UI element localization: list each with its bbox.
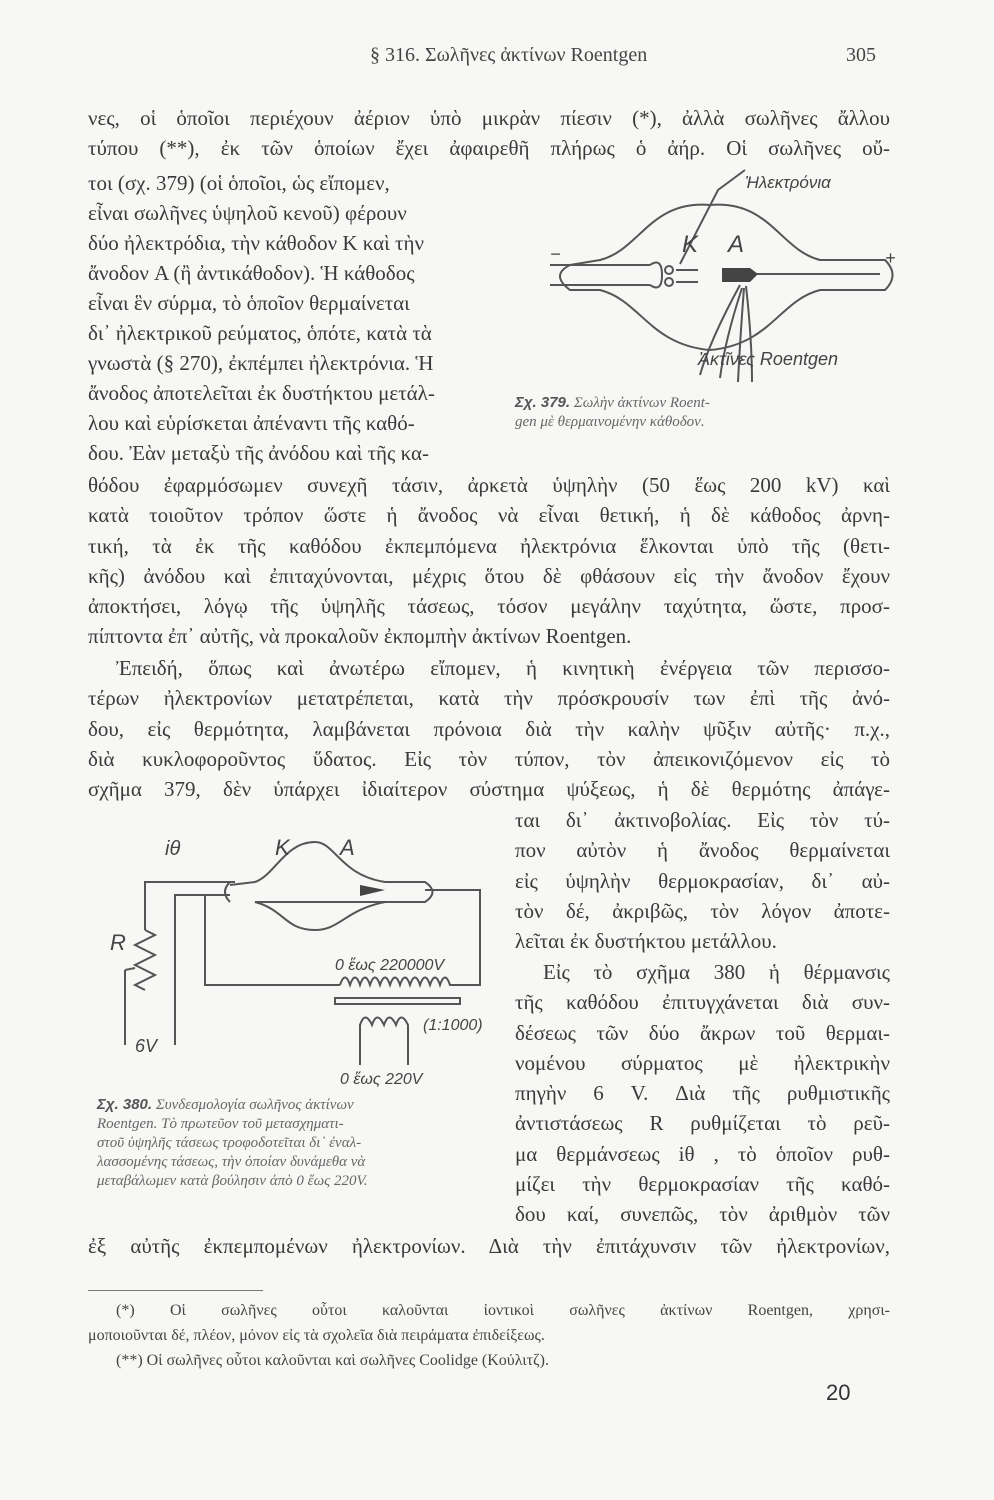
footnote-rule <box>88 1290 263 1291</box>
text-line: τὸν δέ, ἀκριβῶς, τὸν λόγον ἀποτε- <box>515 898 890 923</box>
text-line: νες, οἱ ὁποῖοι περιέχουν ἀέριον ὑπὸ μικρὰν πίεσιν (*), ἀλλὰ σωλῆνες ἄλλου <box>88 106 890 130</box>
text-line: δι᾽ ἠλεκτρικοῦ ρεύματος, ὁπότε, κατὰ τὰ <box>88 321 432 345</box>
text-line: κατὰ τοιοῦτον τρόπον ὥστε ἡ ἄνοδος νὰ εἶναι θετική, ἡ δὲ κάθοδος ἀρνη- <box>88 503 890 528</box>
caption-number: Σχ. 379. <box>515 394 571 411</box>
text-line: ἄνοδον A (ἢ ἀντικάθοδον). Ἡ κάθοδος <box>88 261 415 285</box>
body-text-left-column <box>88 168 435 468</box>
text-line: τοι (σχ. 379) (οἱ ὁποῖοι, ὡς εἴπομεν, <box>88 171 390 195</box>
text-line: δου. Ἐὰν μεταξὺ τῆς ἀνόδου καὶ τῆς κα- <box>88 441 429 465</box>
label-cathode: K <box>275 835 290 860</box>
text-line: σχῆμα 379, δὲν ὑπάρχει ἰδιαίτερον σύστημα ψύξεως, ἡ δὲ θερμότης ἀπάγε- <box>88 777 890 802</box>
text-line: δύο ἠλεκτρόδια, τὴν κάθοδον K καὶ τὴν <box>88 231 424 255</box>
label-primary-voltage: 0 ἕως 220V <box>340 1071 423 1088</box>
text-line: κῆς) ἀνόδου καὶ ἐπιταχύνονται, μέχρις ὅτου δὲ φθάσουν εἰς τὴν ἄνοδον ἔχουν <box>88 563 890 588</box>
label-anode: A <box>728 231 745 258</box>
footnote-line: μοποιοῦνται δέ, πλέον, μόνον εἰς τὰ σχολεῖα διὰ πειράματα ἐπιδείξεως. <box>88 1327 545 1344</box>
text-line: λου καὶ εὑρίσκεται ἀπέναντι τῆς καθό- <box>88 411 415 435</box>
text-line: ἀποκτήσει, λόγῳ τῆς ὑψηλῆς τάσεως, τόσον μεγάλην ταχύτητα, ὥστε, προσ- <box>88 594 890 619</box>
label-anode: A <box>340 835 355 860</box>
text-line: πίπτοντα ἐπ᾽ αὐτῆς, νὰ προκαλοῦν ἐκπομπὴν ἀκτίνων Roentgen. <box>88 624 632 649</box>
caption-line: στοῦ ὑψηλῆς τάσεως τροφοδοτεῖται δι᾽ ἐναλ- <box>97 1135 362 1151</box>
text-line: ται δι᾽ ἀκτινοβολίας. Εἰς τὸν τύ- <box>515 808 890 832</box>
text-line: Ἐπειδή, ὅπως καὶ ἀνωτέρω εἴπομεν, ἡ κινητικὴ ἐνέργεια τῶν περισσο- <box>116 656 890 680</box>
label-resistor: R <box>110 930 126 955</box>
anode-target <box>722 268 758 282</box>
caption-line: μεταβάλωμεν κατὰ βούλησιν ἀπὸ 0 ἕως 220V. <box>97 1173 368 1189</box>
text-line: εἶναι ἓν σύρμα, τὸ ὁποῖον θερμαίνεται <box>88 291 410 315</box>
label-plus: + <box>885 248 896 268</box>
label-electrons: Ἠλεκτρόνια <box>745 173 831 192</box>
label-roentgen-rays: Ἀκτῖνες Roentgen <box>698 349 838 369</box>
figure-379-caption <box>515 393 895 432</box>
body-text-top <box>88 103 890 164</box>
text-line: πον αὐτὸν ἡ ἄνοδος θερμαίνεται <box>515 838 890 863</box>
text-line: ἄνοδος ἀποτελεῖται ἐκ δυστήκτου μετάλ- <box>88 381 435 405</box>
caption-number: Σχ. 380. <box>97 1096 153 1113</box>
text-line: εἰς ὑψηλὴν θερμοκρασίαν, δι᾽ αὐ- <box>515 868 890 893</box>
caption-line: Συνδεσμολογία σωλῆνος ἀκτίνων <box>155 1097 354 1113</box>
text-line: ἐξ αὐτῆς ἐκπεμπομένων ἠλεκτρονίων. Διὰ τὴν ἐπιτάχυνσιν τῶν ἠλεκτρονίων, <box>88 1234 890 1258</box>
label-ratio: (1:1000) <box>423 1017 483 1034</box>
text-line: τική, τὰ ἐκ τῆς καθόδου ἐκπεμπόμενα ἠλεκτρόνια ἕλκονται ὑπὸ τῆς (θετι- <box>88 533 890 558</box>
caption-line: Σωλὴν ἀκτίνων Roent- <box>573 395 710 411</box>
body-text-paragraph-1 <box>88 470 890 652</box>
figure-379-xray-tube <box>380 160 900 390</box>
text-line: μίζει τὴν θερμοκρασίαν τῆς καθό- <box>515 1172 890 1197</box>
body-text-right-column-2 <box>515 957 890 1230</box>
text-line: μα θερμάνσεως iθ , τὸ ὁποῖον ρυθ- <box>515 1141 890 1166</box>
text-line: θόδου ἐφαρμόσωμεν συνεχῆ τάσιν, ἀρκετὰ ὑψηλὴν (50 ἕως 200 kV) καὶ <box>88 473 890 497</box>
running-header: § 316. Σωλῆνες ἀκτίνων Roentgen <box>370 44 648 66</box>
signature-mark: 20 <box>826 1380 851 1405</box>
body-text-paragraph-2 <box>88 653 890 804</box>
text-line: δου, εἰς θερμότητα, λαμβάνεται πρόνοια διὰ τὴν καλὴν ψῦξιν αὐτῆς· π.χ., <box>88 716 890 741</box>
text-line: διὰ κυκλοφοροῦντος ὕδατος. Εἰς τὸν τύπον, τὸν ἀπεικονιζόμενον εἰς τὸ <box>88 746 890 771</box>
label-secondary-voltage: 0 ἕως 220000V <box>335 957 445 974</box>
text-line: τύπου (**), ἐκ τῶν ὁποίων ἔχει ἀφαιρεθῆ πλήρως ὁ ἀήρ. Οἱ σωλῆνες οὔ- <box>88 136 890 161</box>
footnotes <box>88 1298 890 1373</box>
page-number: 305 <box>846 44 876 66</box>
footnote-line: (*) Οἱ σωλῆνες οὗτοι καλοῦνται ἰοντικοὶ σωλῆνες ἀκτίνων Roentgen, χρησι- <box>116 1302 890 1319</box>
label-source-voltage: 6V <box>135 1036 158 1056</box>
caption-line: gen μὲ θερμαινομένην κάθοδον. <box>515 414 705 430</box>
text-line: τέρων ἠλεκτρονίων μετατρέπεται, κατὰ τὴν πρόσκρουσίν των ἐπὶ τῆς ἀνό- <box>88 686 890 711</box>
caption-line: Roentgen. Τὸ πρωτεῦον τοῦ μετασχηματι- <box>97 1116 344 1132</box>
body-text-right-column-1 <box>515 805 890 956</box>
text-line: δέσεως τῶν δύο ἄκρων τοῦ θερμαι- <box>515 1020 890 1045</box>
figure-380-circuit <box>95 830 505 1090</box>
text-line: πηγὴν 6 V. Διὰ τῆς ρυθμιστικῆς <box>515 1081 890 1106</box>
text-line: νομένου σύρματος μὲ ἠλεκτρικὴν <box>515 1050 890 1075</box>
anode-target <box>360 885 385 896</box>
figure-380-caption <box>97 1095 477 1191</box>
label-heating-current: iθ <box>165 838 181 860</box>
label-minus: − <box>550 244 561 264</box>
text-line: δου καί, συνεπῶς, τὸν ἀριθμὸν τῶν <box>515 1202 890 1227</box>
text-line: εἶναι σωλῆνες ὑψηλοῦ κενοῦ) φέρουν <box>88 201 407 225</box>
label-cathode: K <box>682 231 699 258</box>
text-line: λεῖται ἐκ δυστήκτου μετάλλου. <box>515 929 777 954</box>
text-line: ἀντιστάσεως R ρυθμίζεται τὸ ρεῦ- <box>515 1111 890 1136</box>
footnote-line: (**) Οἱ σωλῆνες οὗτοι καλοῦνται καὶ σωλῆνες Coolidge (Κούλιτζ). <box>116 1352 549 1369</box>
text-line: γνωστὰ (§ 270), ἐκπέμπει ἠλεκτρόνια. Ἡ <box>88 351 434 375</box>
text-line: Εἰς τὸ σχῆμα 380 ἡ θέρμανσις <box>543 960 890 984</box>
caption-line: λασσομένης τάσεως, τὴν ὁποίαν δυνάμεθα νὰ <box>97 1154 366 1170</box>
text-line: τῆς καθόδου ἐπιτυγχάνεται διὰ συν- <box>515 990 890 1015</box>
body-text-bottom <box>88 1231 890 1261</box>
